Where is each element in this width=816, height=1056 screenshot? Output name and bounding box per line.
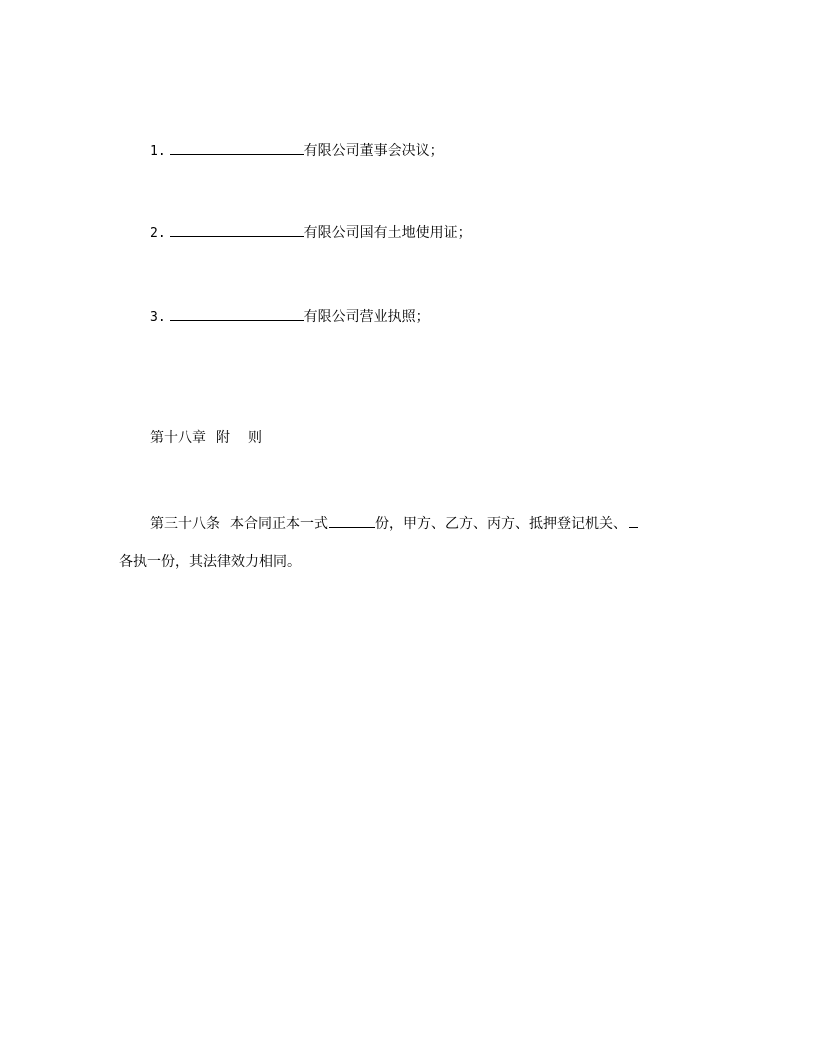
article-paragraph [150,513,638,533]
item-number: 3. [150,310,166,325]
copy-count-blank [329,513,375,528]
article-paragraph-continuation [119,553,301,571]
chapter-title-word: 则 [248,430,262,446]
item-number: 2. [150,226,166,241]
item-number: 1. [150,144,166,159]
chapter-heading [150,429,262,447]
fill-in-blank [170,222,304,237]
list-item [150,140,444,161]
item-text: 有限公司董事会决议； [303,143,444,159]
item-text: 有限公司营业执照； [303,309,430,325]
article-text: 本合同正本一式 [230,516,328,532]
item-text: 有限公司国有土地使用证； [303,225,472,241]
fill-in-blank [170,306,304,321]
article-number: 第三十八条 [150,516,220,532]
article-text: 份，甲方、乙方、丙方、抵押登记机关、 [375,516,627,532]
chapter-number: 第十八章 [150,430,206,446]
chapter-title-word: 附 [216,430,230,446]
fill-in-blank [629,513,638,528]
list-item [150,222,472,243]
article-text: 各执一份，其法律效力相同。 [119,554,301,570]
fill-in-blank [170,140,304,155]
list-item [150,306,430,327]
